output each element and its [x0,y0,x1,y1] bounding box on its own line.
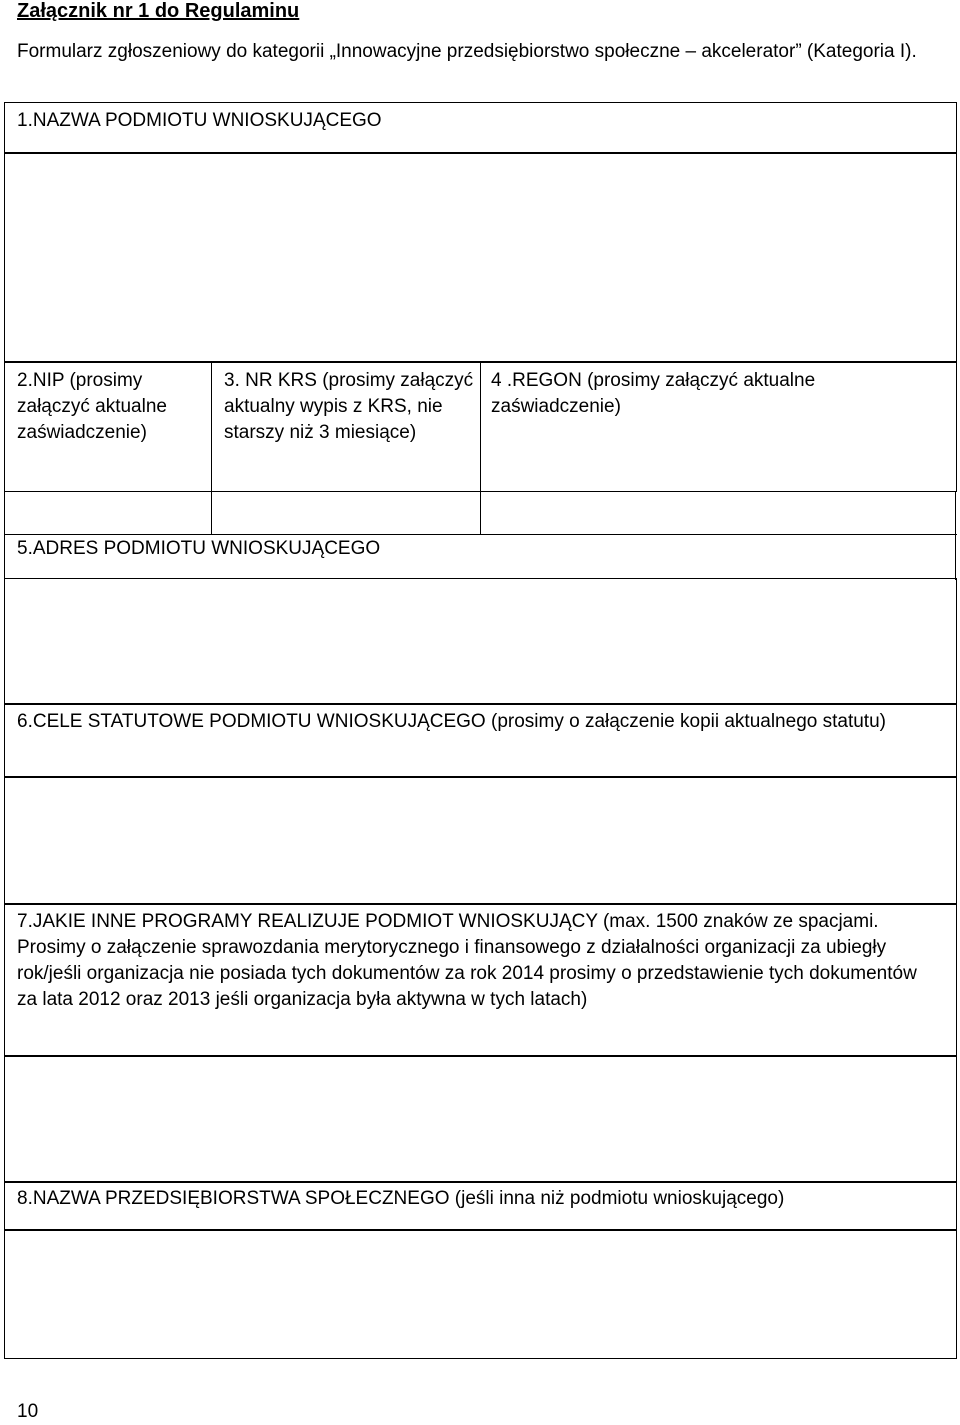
section1-label: 1.NAZWA PODMIOTU WNIOSKUJĄCEGO [17,110,382,131]
form-subtitle: Formularz zgłoszeniowy do kategorii „Innowacyjne przedsiębiorstwo społeczne – akcelerator” (Kategoria I). [17,41,917,62]
section7-header-cell [4,903,957,1057]
section8-input-cell[interactable] [4,1229,957,1359]
section3-label: 3. NR KRS (prosimy załączyć aktualny wypis z KRS, nie starszy niż 3 miesiące) [224,370,474,443]
section4-label: 4 .REGON (prosimy załączyć aktualne zaświadczenie) [491,370,816,417]
section6-header-cell [4,703,957,778]
page-title: Załącznik nr 1 do Regulaminu [17,0,300,22]
section3-input-cell[interactable] [212,491,480,535]
section2-label: 2.NIP (prosimy załączyć aktualne zaświadczenie) [17,370,167,443]
section1-input-cell[interactable] [4,152,957,363]
section8-label: 8.NAZWA PRZEDSIĘBIORSTWA SPOŁECZNEGO (jeśli inna niż podmiotu wnioskującego) [17,1188,785,1209]
row-divider [4,534,957,535]
section5-label: 5.ADRES PODMIOTU WNIOSKUJĄCEGO [17,538,381,559]
section6-label: 6.CELE STATUTOWE PODMIOTU WNIOSKUJĄCEGO (prosimy o załączenie kopii aktualnego statutu) [17,711,886,732]
page-number: 10 [17,1401,39,1422]
section7-label: 7.JAKIE INNE PROGRAMY REALIZUJE PODMIOT WNIOSKUJĄCY (max. 1500 znaków ze spacjami. Prosimy o załączenie sprawozdania merytorycznego i finansowego z działalności organizacji za ubiegły rok/jeśli organizacja nie posiada tych dokumentów za rok 2014 prosimy o przedstawienie tych dokumentów za lata 2012 oraz 2013 jeśli organizacja była aktywna w tych latach) [17,911,917,1010]
section2-input-cell[interactable] [4,491,211,535]
section4-input-cell[interactable] [481,491,957,535]
left-border [4,491,5,580]
section1-header-cell [4,102,957,154]
right-border [955,491,956,580]
section6-input-cell[interactable] [4,776,957,905]
section7-input-cell[interactable] [4,1055,957,1183]
section8-header-cell [4,1181,957,1231]
section5-input-cell[interactable] [4,578,957,705]
